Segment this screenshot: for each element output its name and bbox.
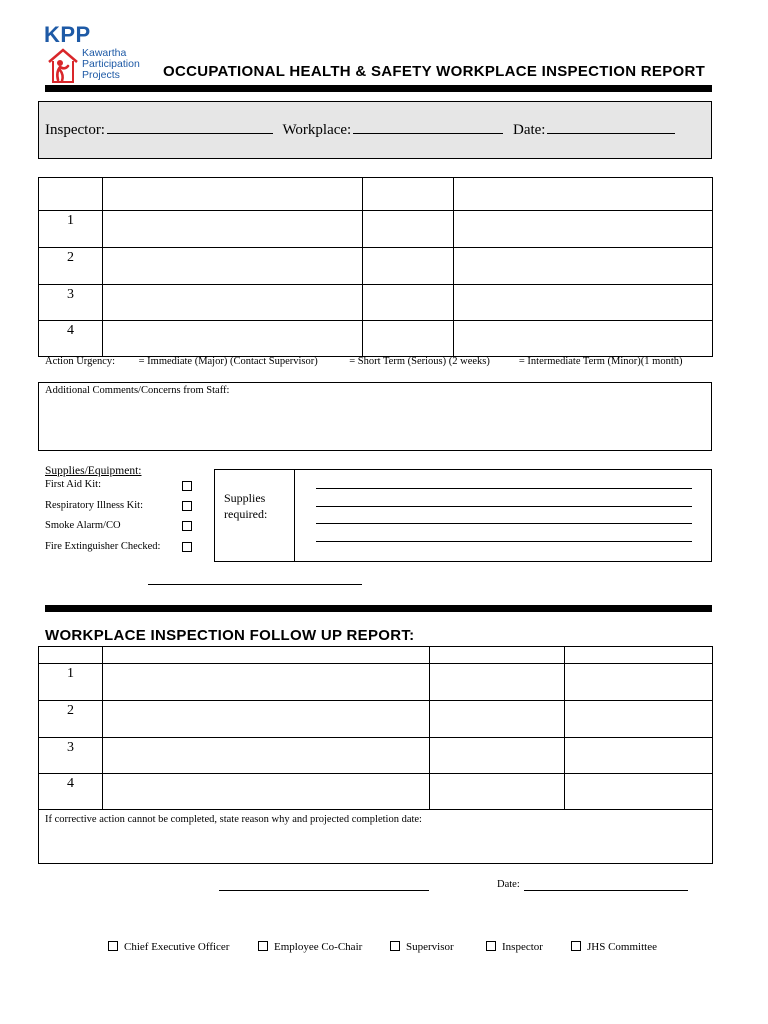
table-cell[interactable] <box>103 211 363 248</box>
supplies-required-line[interactable] <box>316 506 692 507</box>
header-cell <box>565 647 713 664</box>
table-cell[interactable] <box>103 701 430 738</box>
supplies-required-line[interactable] <box>316 488 692 489</box>
header-cell <box>430 647 565 664</box>
table-cell[interactable] <box>103 664 430 701</box>
table-cell[interactable] <box>454 211 713 248</box>
urgency-label: Action Urgency: <box>45 356 116 367</box>
house-figure-logo-icon <box>46 46 80 86</box>
row-number: 1 <box>39 211 103 248</box>
date-field[interactable] <box>547 119 675 134</box>
signature-line[interactable] <box>148 584 362 585</box>
supplies-heading: Supplies/Equipment: <box>45 465 142 477</box>
table-cell[interactable] <box>454 248 713 285</box>
role-option <box>571 941 657 953</box>
followup-date-line[interactable] <box>524 890 688 891</box>
supplies-required-line[interactable] <box>316 541 692 542</box>
corrective-action-row <box>39 810 713 864</box>
supplies-required-box <box>214 469 712 562</box>
supplies-required-label <box>224 490 267 522</box>
inspector-info-line <box>45 119 681 139</box>
supplies-required-line[interactable] <box>316 523 692 524</box>
supply-item-label: Smoke Alarm/CO <box>45 520 121 531</box>
respiratory-kit-checkbox[interactable] <box>182 501 192 511</box>
followup-signature-line[interactable] <box>219 890 429 891</box>
table-header-row <box>39 178 713 211</box>
row-number: 4 <box>39 321 103 357</box>
org-name-line: Projects <box>82 69 120 81</box>
table-cell[interactable] <box>565 774 713 810</box>
followup-table <box>38 646 713 864</box>
header-cell <box>39 647 103 664</box>
table-row <box>39 285 713 321</box>
supplies-required-label-line: required: <box>224 507 268 521</box>
table-cell[interactable] <box>363 211 454 248</box>
table-row <box>39 211 713 248</box>
table-cell[interactable] <box>363 321 454 357</box>
workplace-field[interactable] <box>353 119 503 134</box>
role-label: Inspector <box>502 941 543 953</box>
header-cell <box>454 178 713 211</box>
header-cell <box>103 647 430 664</box>
header-cell <box>363 178 454 211</box>
table-row <box>39 248 713 285</box>
org-name <box>82 48 140 81</box>
first-aid-kit-checkbox[interactable] <box>182 481 192 491</box>
table-cell[interactable] <box>363 248 454 285</box>
workplace-label: Workplace: <box>282 122 352 138</box>
table-cell[interactable] <box>103 738 430 774</box>
additional-comments-label: Additional Comments/Concerns from Staff: <box>45 385 230 396</box>
role-option <box>108 941 229 953</box>
table-cell[interactable] <box>454 321 713 357</box>
role-label: Supervisor <box>406 941 454 953</box>
corrective-action-note: If corrective action cannot be completed, state reason why and projected completion date: <box>45 814 422 825</box>
table-cell[interactable] <box>363 285 454 321</box>
table-cell[interactable] <box>103 285 363 321</box>
employee-co-chair-checkbox[interactable] <box>258 941 268 951</box>
table-cell[interactable] <box>103 774 430 810</box>
table-cell[interactable] <box>565 701 713 738</box>
supply-item-label: Respiratory Illness Kit: <box>45 500 143 511</box>
role-option <box>390 941 454 953</box>
supplies-required-label-line: Supplies <box>224 491 266 505</box>
followup-date-label: Date: <box>497 879 520 890</box>
table-header-row <box>39 647 713 664</box>
table-cell[interactable] <box>565 738 713 774</box>
role-option <box>258 941 362 953</box>
supply-item-label: Fire Extinguisher Checked: <box>45 541 161 552</box>
table-cell[interactable] <box>103 321 363 357</box>
action-urgency-legend <box>45 356 683 367</box>
section-divider <box>45 605 712 612</box>
supplies-required-divider <box>294 470 295 561</box>
title-divider <box>45 85 712 92</box>
table-cell[interactable] <box>430 664 565 701</box>
org-name-line: Participation <box>82 58 140 70</box>
inspection-table <box>38 177 713 357</box>
org-name-line: Kawartha <box>82 47 127 59</box>
role-label: Chief Executive Officer <box>124 941 230 953</box>
urgency-short-term: = Short Term (Serious) (2 weeks) <box>349 356 490 367</box>
row-number: 2 <box>39 701 103 738</box>
row-number: 4 <box>39 774 103 810</box>
inspector-field[interactable] <box>107 119 273 134</box>
table-row <box>39 738 713 774</box>
followup-title: WORKPLACE INSPECTION FOLLOW UP REPORT: <box>45 627 415 644</box>
supervisor-checkbox[interactable] <box>390 941 400 951</box>
corrective-action-cell[interactable] <box>39 810 713 864</box>
table-cell[interactable] <box>565 664 713 701</box>
logo-abbr: KPP <box>44 22 91 47</box>
row-number: 1 <box>39 664 103 701</box>
additional-comments-box[interactable] <box>38 382 712 451</box>
smoke-alarm-checkbox[interactable] <box>182 521 192 531</box>
urgency-intermediate: = Intermediate Term (Minor)(1 month) <box>518 356 683 367</box>
jhs-committee-checkbox[interactable] <box>571 941 581 951</box>
header-cell <box>103 178 363 211</box>
row-number: 3 <box>39 285 103 321</box>
table-row <box>39 664 713 701</box>
report-title: OCCUPATIONAL HEALTH & SAFETY WORKPLACE INSPECTION REPORT <box>163 63 706 80</box>
table-cell[interactable] <box>430 738 565 774</box>
table-row <box>39 701 713 738</box>
table-cell[interactable] <box>430 701 565 738</box>
table-row <box>39 321 713 357</box>
chief-executive-officer-checkbox[interactable] <box>108 941 118 951</box>
role-label: Employee Co-Chair <box>274 941 363 953</box>
inspector-checkbox[interactable] <box>486 941 496 951</box>
table-row <box>39 774 713 810</box>
supply-item-label: First Aid Kit: <box>45 479 102 490</box>
table-cell[interactable] <box>430 774 565 810</box>
fire-extinguisher-checkbox[interactable] <box>182 542 192 552</box>
table-cell[interactable] <box>454 285 713 321</box>
inspector-label: Inspector: <box>45 122 105 138</box>
table-cell[interactable] <box>103 248 363 285</box>
role-label: JHS Committee <box>587 941 657 953</box>
row-number: 2 <box>39 248 103 285</box>
urgency-immediate: = Immediate (Major) (Contact Supervisor) <box>138 356 318 367</box>
header-cell <box>39 178 103 211</box>
row-number: 3 <box>39 738 103 774</box>
role-option <box>486 941 543 953</box>
date-label: Date: <box>512 122 546 138</box>
